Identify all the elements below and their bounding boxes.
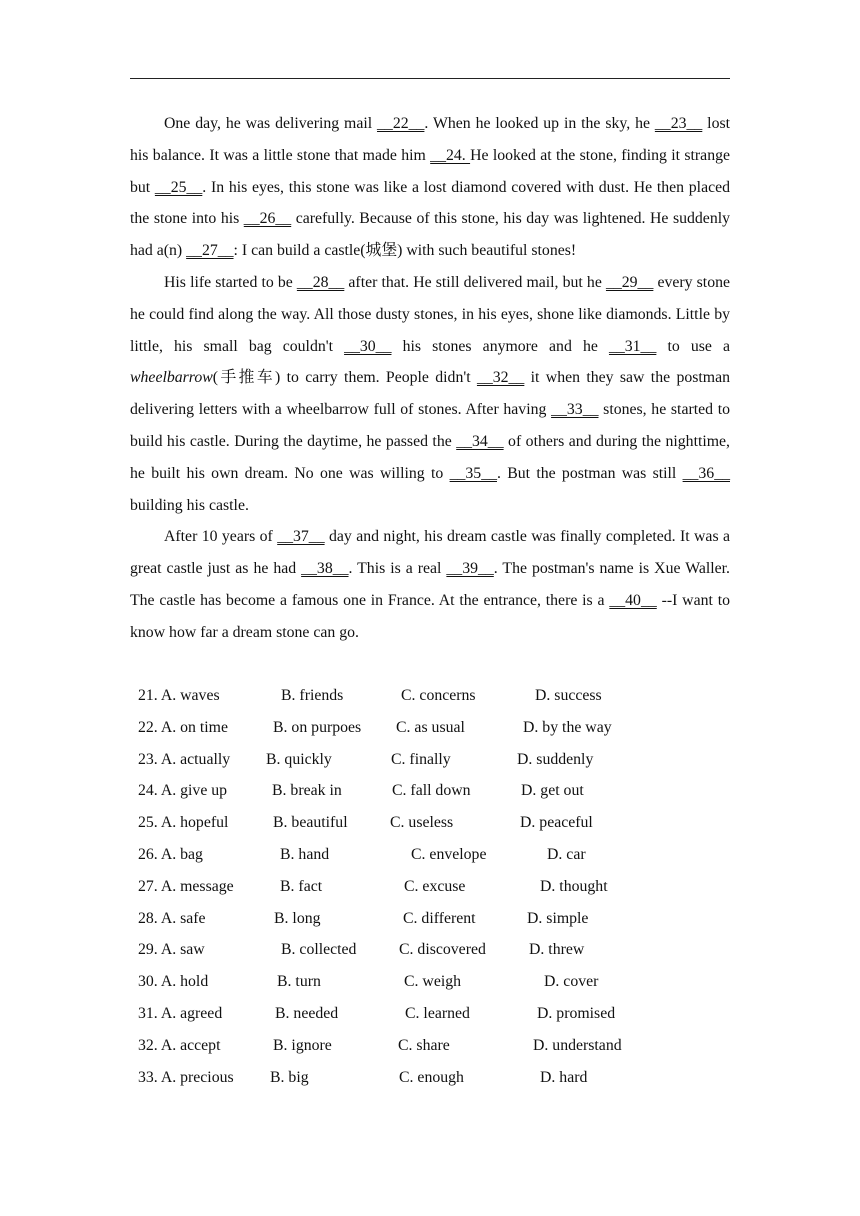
option-a: 22. A. on time	[138, 718, 228, 736]
blank-40: __40__	[609, 591, 657, 609]
option-d: D. suddenly	[517, 750, 594, 768]
option-a: 33. A. precious	[138, 1068, 234, 1086]
option-b: B. friends	[281, 687, 344, 704]
blank-27: __27__	[186, 242, 234, 260]
option-b: B. fact	[280, 877, 323, 895]
text: (手推车) to carry them. People didn't	[212, 369, 477, 387]
option-c: C. learned	[405, 1004, 470, 1022]
option-d: D. hard	[540, 1068, 588, 1086]
text: . In his eyes, this stone was like a lost diamond covered with dust. He then placed the stone into his	[130, 178, 730, 228]
option-b: B. break in	[272, 782, 342, 800]
option-row	[138, 680, 738, 712]
option-a: 24. A. give up	[138, 782, 228, 800]
option-c: C. excuse	[404, 877, 466, 895]
option-a: 28. A. safe	[138, 909, 206, 927]
option-c: C. share	[398, 1036, 450, 1054]
option-b: B. quickly	[266, 750, 332, 768]
option-row	[138, 1062, 738, 1094]
text: carefully. Because of this stone, his day was lightened. He suddenly had a(n)	[130, 210, 731, 260]
option-row	[138, 775, 738, 807]
blank-28: __28__	[296, 273, 345, 291]
option-c: C. weigh	[404, 973, 462, 991]
blank-38: __38__	[301, 560, 349, 578]
text: lost his balance. It was a little stone that made him	[130, 115, 730, 164]
option-c: C. finally	[391, 750, 451, 768]
answer-options	[138, 680, 738, 1093]
option-b: B. hand	[280, 845, 330, 863]
option-b: B. on purpoes	[273, 718, 362, 736]
blank-37: __37__	[277, 528, 325, 546]
blank-34: __34__	[456, 432, 504, 450]
option-b: B. collected	[281, 941, 357, 959]
blank-39: __39__	[446, 560, 494, 578]
option-a: 26. A. bag	[138, 845, 203, 863]
blank-23: __23__	[654, 115, 703, 132]
option-row	[138, 871, 738, 903]
option-d: D. cover	[544, 973, 599, 991]
option-a: 21. A. waves	[138, 687, 220, 704]
option-row	[138, 744, 738, 776]
text: day and night, his dream castle was finally completed. It was a great castle just as he had	[130, 528, 730, 578]
option-row	[138, 1030, 738, 1062]
blank-26: __26__	[243, 210, 292, 228]
option-d: D. simple	[527, 909, 589, 927]
blank-25: __25__	[154, 178, 203, 196]
text: After 10 years of	[164, 528, 278, 546]
text: . The postman's name is Xue Waller. The castle has become a famous one in France. At the entrance, there is a	[130, 560, 730, 609]
italic-term: wheelbarrow	[130, 369, 213, 387]
text: . This is a real	[348, 560, 447, 578]
option-c: C. as usual	[396, 718, 465, 736]
option-c: C. different	[403, 909, 476, 927]
option-c: C. concerns	[401, 687, 476, 704]
blank-36: __36__	[682, 464, 730, 482]
blank-35: __35__	[449, 464, 497, 482]
option-row	[138, 998, 738, 1030]
option-b: B. long	[274, 909, 321, 927]
text: after that. He still delivered mail, but he	[344, 273, 606, 291]
text: : I can build a castle(城堡) with such beautiful stones!	[233, 242, 577, 260]
text: every stone he could find along the way. All those dusty stones, in his eyes, shone like diamonds. Little by little, his small bag couldn't	[130, 273, 731, 355]
option-d: D. threw	[529, 941, 585, 959]
paragraph-2	[130, 267, 730, 521]
header-rule	[130, 78, 730, 79]
blank-22: __22__	[377, 115, 425, 132]
option-row	[138, 807, 738, 839]
blank-31: __31__	[608, 337, 657, 355]
blank-30: __30__	[344, 337, 392, 355]
option-a: 31. A. agreed	[138, 1004, 223, 1022]
paragraph-1	[130, 108, 730, 267]
option-a: 30. A. hold	[138, 973, 209, 991]
option-row	[138, 934, 738, 966]
text: His life started to be	[164, 273, 297, 291]
paragraph-3	[130, 521, 730, 648]
option-row	[138, 839, 738, 871]
option-a: 27. A. message	[138, 877, 234, 895]
option-d: D. promised	[537, 1004, 616, 1022]
text: building his castle.	[130, 496, 249, 514]
option-c: C. useless	[390, 814, 454, 832]
option-row	[138, 966, 738, 998]
option-a: 29. A. saw	[138, 941, 205, 959]
option-c: C. fall down	[392, 782, 471, 800]
option-c: C. enough	[399, 1068, 464, 1086]
blank-32: __32__	[476, 369, 525, 387]
option-b: B. turn	[277, 973, 321, 991]
option-a: 32. A. accept	[138, 1036, 221, 1054]
blank-24: __24.	[430, 146, 471, 164]
option-b: B. needed	[275, 1004, 339, 1022]
option-d: D. car	[547, 845, 586, 863]
text: . When he looked up in the sky, he	[424, 115, 655, 132]
cloze-passage	[130, 108, 730, 649]
text: --I want to know how far a dream stone can go.	[130, 591, 730, 641]
option-d: D. by the way	[523, 718, 612, 736]
text: to use a	[656, 337, 730, 355]
option-d: D. thought	[540, 877, 608, 895]
text: He looked at the stone, finding it strange but	[130, 146, 730, 196]
option-row	[138, 903, 738, 935]
option-b: B. ignore	[273, 1036, 332, 1054]
option-a: 23. A. actually	[138, 750, 231, 768]
option-d: D. get out	[521, 782, 584, 800]
option-a: 25. A. hopeful	[138, 814, 229, 832]
text: stones, he started to build his castle. During the daytime, he passed the	[130, 401, 730, 450]
text: his stones anymore and he	[391, 337, 609, 355]
option-b: B. big	[270, 1068, 309, 1086]
text: One day, he was delivering mail	[164, 115, 378, 132]
option-d: D. understand	[533, 1036, 622, 1054]
text: it when they saw the postman delivering letters with a wheelbarrow full of stones. After having	[130, 369, 730, 419]
text: of others and during the nighttime, he built his own dream. No one was willing to	[130, 432, 730, 482]
blank-33: __33__	[551, 401, 599, 419]
option-d: D. success	[535, 687, 602, 704]
blank-29: __29__	[605, 273, 654, 291]
option-c: C. envelope	[411, 845, 487, 863]
option-b: B. beautiful	[273, 814, 348, 832]
option-c: C. discovered	[399, 941, 486, 959]
text: . But the postman was still	[496, 464, 683, 482]
option-row	[138, 712, 738, 744]
option-d: D. peaceful	[520, 814, 593, 832]
